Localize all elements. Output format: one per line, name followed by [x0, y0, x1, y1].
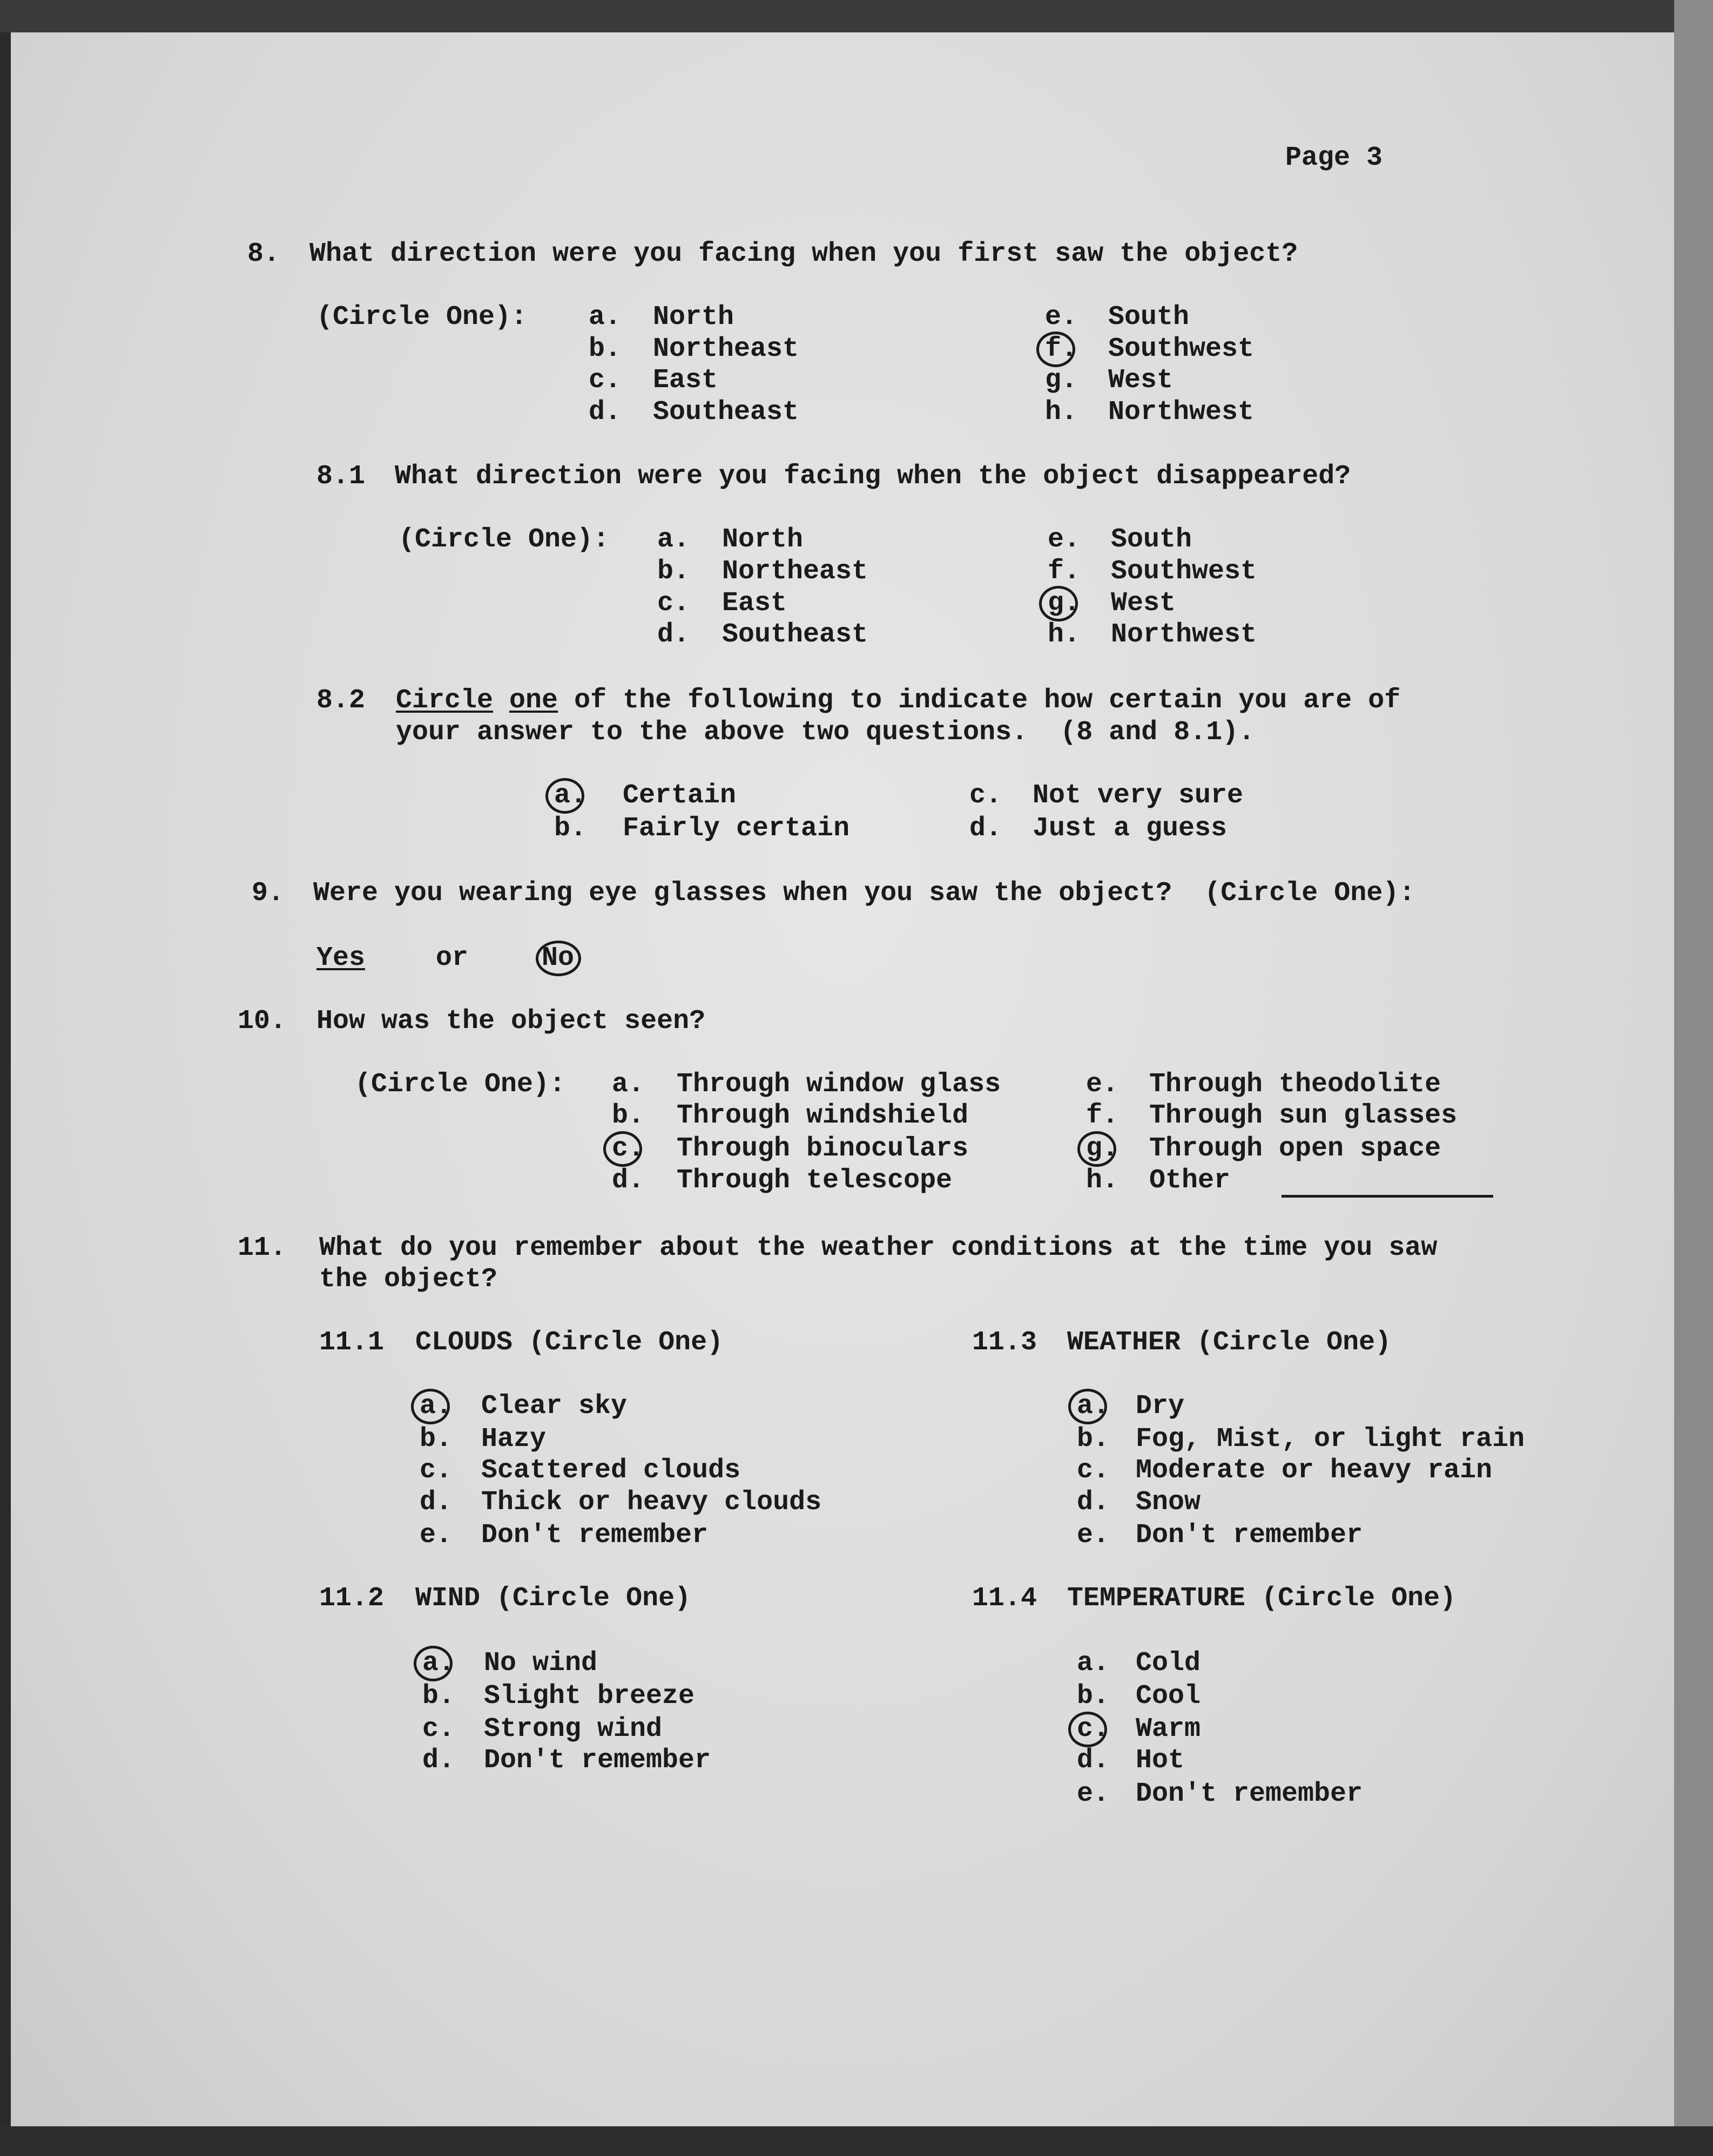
- other-blank-line: [1282, 1195, 1493, 1198]
- option-letter: b.: [420, 1424, 453, 1455]
- circle-one-label: (Circle One):: [399, 524, 610, 555]
- question-number: 8.1: [316, 461, 366, 492]
- option-text: Moderate or heavy rain: [1136, 1455, 1493, 1486]
- subquestion-number: 11.1: [319, 1327, 385, 1358]
- option-letter: g.: [1045, 365, 1078, 396]
- answer-circle: [1068, 1712, 1110, 1747]
- underlined-circle: Circle: [396, 685, 494, 716]
- question-text: How was the object seen?: [316, 1006, 706, 1037]
- option-letter: b.: [422, 1681, 455, 1712]
- option-letter: c.: [422, 1714, 455, 1745]
- question-number: 11.: [238, 1233, 287, 1263]
- option-text: Fairly certain: [623, 813, 850, 844]
- option-text: Warm: [1136, 1714, 1201, 1745]
- option-text: South: [1111, 524, 1192, 555]
- question-text: What direction were you facing when you first saw the object?: [309, 239, 1298, 269]
- option-text: Scattered clouds: [481, 1455, 741, 1486]
- option-text: North: [653, 302, 734, 333]
- question-text-rest: of the following to indicate how certain you are of: [558, 685, 1401, 716]
- option-text: Cold: [1136, 1648, 1201, 1679]
- subquestion-title: WIND (Circle One): [415, 1583, 691, 1614]
- option-text: Through sun glasses: [1149, 1100, 1458, 1131]
- option-letter: g.: [1086, 1133, 1119, 1164]
- subquestion-number: 11.4: [972, 1583, 1037, 1614]
- option-text: West: [1111, 588, 1176, 619]
- option-letter: a.: [1077, 1648, 1110, 1679]
- option-text: Certain: [623, 780, 737, 811]
- option-letter: e.: [420, 1520, 453, 1551]
- option-letter: d.: [420, 1487, 453, 1518]
- option-letter: a.: [420, 1391, 453, 1422]
- option-letter: e.: [1045, 302, 1078, 333]
- option-letter: c.: [1077, 1714, 1110, 1745]
- or-text: or: [436, 943, 469, 974]
- option-letter: e.: [1086, 1069, 1119, 1100]
- option-text: Northwest: [1108, 397, 1255, 428]
- option-text: Northeast: [653, 334, 799, 364]
- option-letter: h.: [1048, 619, 1081, 650]
- option-letter: h.: [1086, 1165, 1119, 1196]
- option-text: Don't remember: [484, 1745, 711, 1776]
- option-letter: c.: [589, 365, 622, 396]
- option-text: Slight breeze: [484, 1681, 695, 1712]
- option-letter: a.: [589, 302, 622, 333]
- question-number: 10.: [238, 1006, 287, 1037]
- answer-circle: [603, 1131, 645, 1167]
- option-text: Northwest: [1111, 619, 1257, 650]
- option-letter: a.: [554, 780, 587, 811]
- option-letter: c.: [612, 1133, 645, 1164]
- option-text: Don't remember: [1136, 1520, 1363, 1551]
- option-letter: c.: [657, 588, 690, 619]
- option-letter: d.: [1077, 1745, 1110, 1776]
- option-letter: d.: [1077, 1487, 1110, 1518]
- option-letter: f.: [1045, 334, 1078, 364]
- option-text: Through theodolite: [1149, 1069, 1441, 1100]
- answer-circle: [536, 941, 581, 976]
- option-letter: b.: [612, 1100, 645, 1131]
- option-no: No: [542, 943, 575, 974]
- answer-circle: [414, 1646, 453, 1681]
- scan-border-right: [1674, 0, 1713, 2156]
- option-letter: e.: [1077, 1520, 1110, 1551]
- option-letter: b.: [1077, 1424, 1110, 1455]
- question-text-line2: your answer to the above two questions. (8 and 8.1).: [396, 717, 1255, 748]
- question-text-line2: the object?: [319, 1264, 498, 1295]
- option-text: South: [1108, 302, 1190, 333]
- answer-circle: [411, 1389, 453, 1424]
- option-text: Don't remember: [481, 1520, 709, 1551]
- scan-border-top: [0, 0, 1713, 32]
- circle-one-label: (Circle One):: [355, 1069, 566, 1100]
- subquestion-title: CLOUDS (Circle One): [415, 1327, 724, 1358]
- question-text: What direction were you facing when the object disappeared?: [395, 461, 1351, 492]
- option-text: Through binoculars: [677, 1133, 969, 1164]
- subquestion-title: TEMPERATURE (Circle One): [1067, 1583, 1456, 1614]
- option-letter: a.: [422, 1648, 455, 1679]
- option-letter: h.: [1045, 397, 1078, 428]
- option-yes: Yes: [316, 943, 366, 974]
- option-text: Don't remember: [1136, 1779, 1363, 1809]
- option-text: Snow: [1136, 1487, 1201, 1518]
- option-text: North: [722, 524, 804, 555]
- subquestion-number: 11.2: [319, 1583, 385, 1614]
- option-text: Fog, Mist, or light rain: [1136, 1424, 1525, 1455]
- option-letter: a.: [612, 1069, 645, 1100]
- option-letter: d.: [422, 1745, 455, 1776]
- option-text: Through telescope: [677, 1165, 953, 1196]
- question-number: 8.2: [316, 685, 366, 716]
- circle-one-label: (Circle One):: [316, 302, 528, 333]
- option-text: Through window glass: [677, 1069, 1001, 1100]
- option-letter: a.: [657, 524, 690, 555]
- option-text: Not very sure: [1033, 780, 1244, 811]
- option-text: Northeast: [722, 556, 868, 587]
- option-text: Just a guess: [1033, 813, 1228, 844]
- option-letter: b.: [657, 556, 690, 587]
- question-text: What do you remember about the weather conditions at the time you saw: [319, 1233, 1438, 1263]
- option-letter: f.: [1048, 556, 1081, 587]
- question-number: 8.: [247, 239, 280, 269]
- question-text: Were you wearing eye glasses when you saw the object? (Circle One):: [313, 878, 1415, 909]
- option-letter: a.: [1077, 1391, 1110, 1422]
- answer-circle: [1068, 1389, 1110, 1424]
- option-letter: d.: [612, 1165, 645, 1196]
- option-text: Dry: [1136, 1391, 1185, 1422]
- answer-circle: [1039, 586, 1081, 621]
- option-text: No wind: [484, 1648, 598, 1679]
- question-text: [396, 685, 1400, 717]
- subquestion-number: 11.3: [972, 1327, 1037, 1358]
- option-text: Through windshield: [677, 1100, 969, 1131]
- option-letter: d.: [969, 813, 1002, 844]
- option-text: West: [1108, 365, 1174, 396]
- page-number: Page 3: [1285, 143, 1383, 173]
- answer-circle: [1077, 1131, 1119, 1167]
- option-text: Through open space: [1149, 1133, 1441, 1164]
- option-letter: c.: [420, 1455, 453, 1486]
- option-letter: e.: [1077, 1779, 1110, 1809]
- option-letter: b.: [554, 813, 587, 844]
- option-text: Clear sky: [481, 1391, 628, 1422]
- scan-border-bottom: [0, 2126, 1713, 2156]
- option-text: Hot: [1136, 1745, 1185, 1776]
- option-letter: b.: [1077, 1681, 1110, 1712]
- subquestion-title: WEATHER (Circle One): [1067, 1327, 1392, 1358]
- option-text: Cool: [1136, 1681, 1201, 1712]
- option-text: East: [653, 365, 718, 396]
- option-letter: g.: [1048, 588, 1081, 619]
- answer-circle: [545, 778, 587, 814]
- option-letter: c.: [969, 780, 1002, 811]
- option-text: East: [722, 588, 787, 619]
- option-text: Thick or heavy clouds: [481, 1487, 822, 1518]
- answer-circle: [1036, 332, 1078, 367]
- option-letter: c.: [1077, 1455, 1110, 1486]
- option-text: Southeast: [653, 397, 799, 428]
- option-text: Hazy: [481, 1424, 547, 1455]
- underlined-one: one: [509, 685, 558, 716]
- option-letter: e.: [1048, 524, 1081, 555]
- option-text: Southeast: [722, 619, 868, 650]
- option-text: Other: [1149, 1165, 1231, 1196]
- option-text: Southwest: [1108, 334, 1255, 364]
- option-letter: d.: [589, 397, 622, 428]
- question-number: 9.: [252, 878, 285, 909]
- option-letter: f.: [1086, 1100, 1119, 1131]
- option-letter: b.: [589, 334, 622, 364]
- option-text: Strong wind: [484, 1714, 663, 1745]
- option-text: Southwest: [1111, 556, 1257, 587]
- option-letter: d.: [657, 619, 690, 650]
